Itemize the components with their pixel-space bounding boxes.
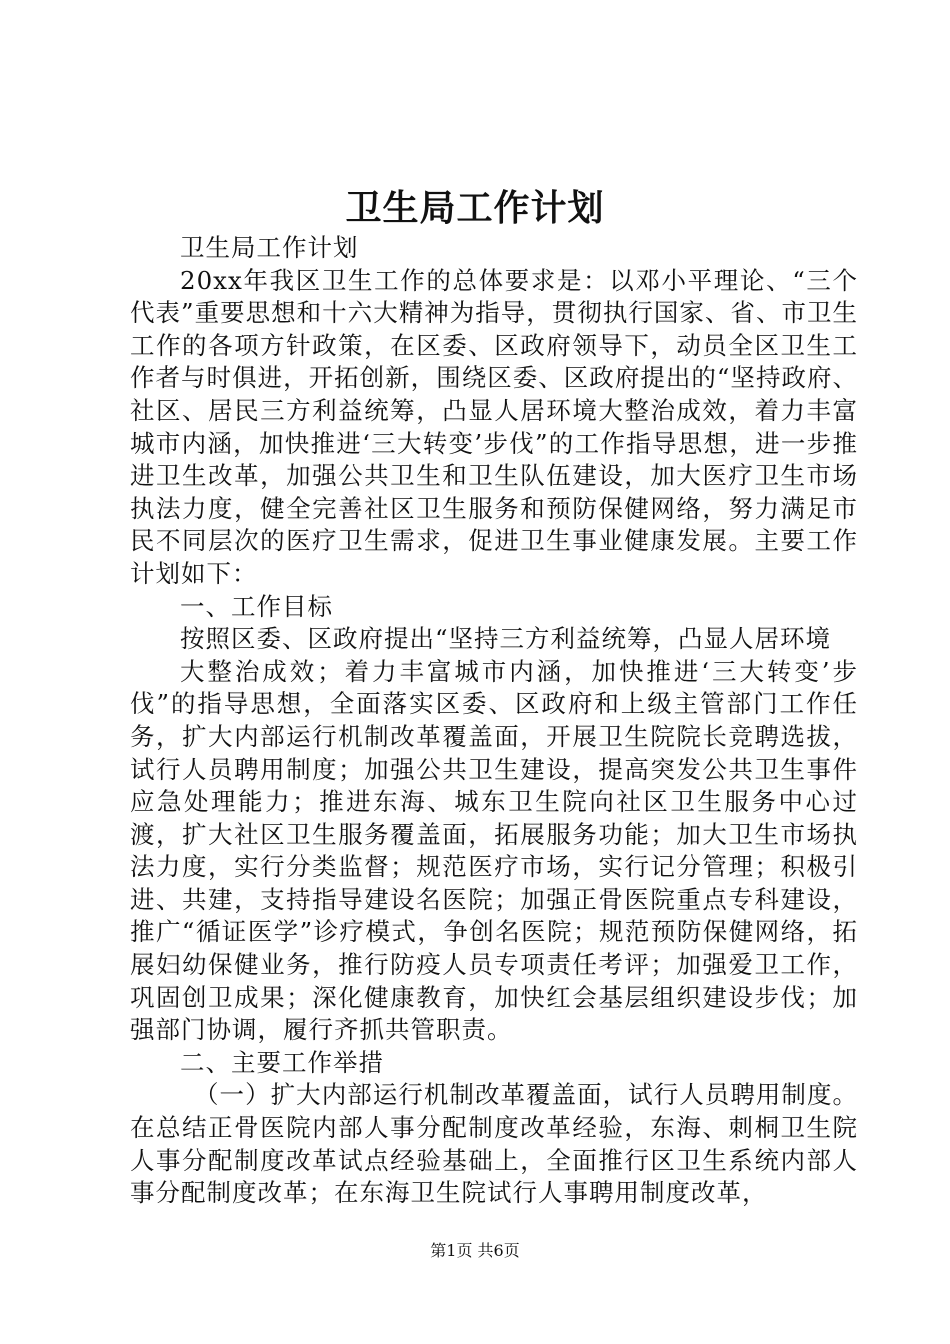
intro-paragraph: 20xx年我区卫生工作的总体要求是：以邓小平理论、“三个代表”重要思想和十六大精神为指导，贯彻执行国家、省、市卫生工作的各项方针政策，在区委、区政府领导下，动员全区卫生工作者与时俱进，开拓创新，围绕区委、区政府提出的“坚持政府、社区、居民三方利益统筹，凸显人居环境大整治成效，着力丰富城市内涵，加快推进‘三大转变’步伐”的工作指导思想，进一步推进卫生改革，加强公共卫生和卫生队伍建设，加大医疗卫生市场执法力度，健全完善社区卫生服务和预防保健网络，努力满足市民不同层次的医疗卫生需求，促进卫生事业健康发展。主要工作计划如下： bbox=[130, 265, 858, 588]
section-heading-goals: 一、工作目标 bbox=[180, 591, 333, 621]
page-footer: 第1页 共6页 bbox=[430, 1241, 520, 1260]
goals-paragraph: 大整治成效；着力丰富城市内涵，加快推进‘三大转变’步伐”的指导思想，全面落实区委、区政府和上级主管部门工作任务，扩大内部运行机制改革覆盖面，开展卫生院院长竞聘选拔，试行人员聘用制度；加强公共卫生建设，提高突发公共卫生事件应急处理能力；推进东海、城东卫生院向社区卫生服务中心过渡，扩大社区卫生服务覆盖面，拓展服务功能；加大卫生市场执法力度，实行分类监督；规范医疗市场，实行记分管理；积极引进、共建，支持指导建设名医院；加强正骨医院重点专科建设，推广“循证医学”诊疗模式，争创名医院；规范预防保健网络，拓展妇幼保健业务，推行防疫人员专项责任考评；加强爱卫工作，巩固创卫成果；深化健康教育，加快红会基层组织建设步伐；加强部门协调，履行齐抓共管职责。 bbox=[130, 656, 858, 1045]
section-heading-measures: 二、主要工作举措 bbox=[180, 1047, 384, 1077]
subtitle-paragraph: 卫生局工作计划 bbox=[180, 233, 359, 262]
measures-paragraph: （一）扩大内部运行机制改革覆盖面，试行人员聘用制度。在总结正骨医院内部人事分配制度改革经验，东海、刺桐卫生院人事分配制度改革试点经验基础上，全面推行区卫生系统内部人事分配制度改革；在东海卫生院试行人事聘用制度改革， bbox=[130, 1080, 858, 1208]
goals-paragraph-start: 按照区委、区政府提出“坚持三方利益统筹，凸显人居环境 bbox=[180, 624, 832, 654]
document-title: 卫生局工作计划 bbox=[345, 187, 605, 229]
document-body bbox=[130, 232, 858, 1210]
